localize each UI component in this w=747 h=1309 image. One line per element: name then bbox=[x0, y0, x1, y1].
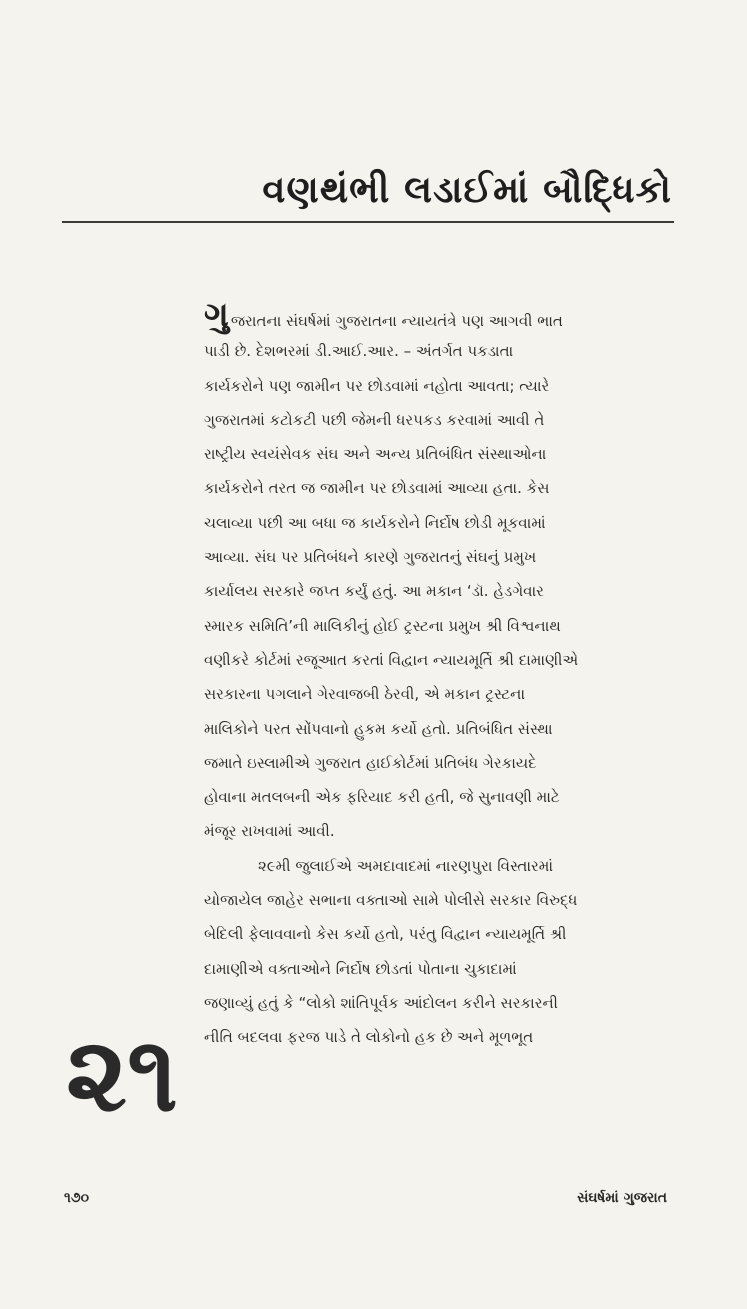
text-line: કાર્યકરોને તરત જ જામીન પર છોડવામાં આવ્યા હતા. કેસ bbox=[204, 479, 550, 498]
running-footer-title: સંઘર્ષમાં ગુજરાત bbox=[577, 1190, 667, 1206]
text-line: સરકારના પગલાને ગેરવાજબી ઠેરવી, એ મકાન ટ્રસ્ટના bbox=[204, 685, 525, 704]
chapter-title: વણથંભી લડાઈમાં બૌદ્ધિકો bbox=[262, 168, 672, 211]
text-line: કાર્યકરોને પણ જામીન પર છોડવામાં નહોતા આવતા; ત્યારે bbox=[204, 376, 550, 395]
text-line: જમાતે ઇસ્લામીએ ગુજરાત હાઈકોર્ટમાં પ્રતિબંધ ગેરકાયદે bbox=[204, 753, 537, 772]
text-line: ગુજરાતમાં કટોકટી પછી જેમની ધરપકડ કરવામાં આવી તે bbox=[204, 410, 545, 429]
text-line: પાડી છે. દેશભરમાં ડી.આઈ.આર. – અંતર્ગત પકડાતા bbox=[204, 342, 514, 361]
text-line: બેદિલી ફેલાવવાનો કેસ કર્યો હતો, પરંતુ વિદ્વાન ન્યાયમૂર્તિ શ્રી bbox=[204, 925, 567, 944]
body-text bbox=[204, 295, 670, 1055]
title-rule bbox=[62, 221, 674, 223]
text-line: યોજાયેલ જાહેર સભાના વક્તાઓ સામે પોલીસે સરકાર વિરુદ્ધ bbox=[204, 891, 578, 910]
text-line: મંજૂર રાખવામાં આવી. bbox=[204, 822, 335, 841]
text-line: નીતિ બદલવા ફરજ પાડે તે લોકોનો હક છે અને મૂળભૂત bbox=[204, 1028, 534, 1047]
text-line: ચલાવ્યા પછી આ બધા જ કાર્યકરોને નિર્દોષ છોડી મૂકવામાં bbox=[204, 513, 546, 532]
text-line: આવ્યા. સંઘ પર પ્રતિબંધને કારણે ગુજરાતનું સંઘનું પ્રમુખ bbox=[204, 548, 537, 567]
first-line bbox=[204, 295, 670, 335]
page-number: ૧૭૦ bbox=[64, 1190, 90, 1206]
text-line: હોવાના મતલબની એક ફરિયાદ કરી હતી, જે સુનાવણી માટે bbox=[204, 788, 560, 807]
text-line: માલિકોને પરત સોંપવાનો હુકમ કર્યો હતો. પ્રતિબંધિત સંસ્થા bbox=[204, 719, 553, 738]
text-line: કાર્યાલય સરકારે જપ્ત કર્યું હતું. આ મકાન ‘ડૉ. હેડગેવાર bbox=[204, 582, 544, 601]
drop-cap: ગુ bbox=[204, 295, 229, 335]
text-line: રાષ્ટ્રીય સ્વયંસેવક સંઘ અને અન્ય પ્રતિબંધિત સંસ્થાઓના bbox=[204, 445, 547, 464]
text-line: જરાતના સંઘર્ષમાં ગુજરાતના ન્યાયતંત્રે પણ આગવી ભાત bbox=[230, 312, 563, 330]
text-line: સ્મારક સમિતિ’ની માલિકીનું હોઈ ટ્રસ્ટના પ્રમુખ શ્રી વિશ્વનાથ bbox=[204, 616, 561, 635]
text-line: ૨૯મી જુલાઈએ અમદાવાદમાં નારણપુરા વિસ્તારમાં bbox=[258, 856, 554, 875]
text-line: દામાણીએ વક્તાઓને નિર્દોષ છોડતાં પોતાના ચુકાદામાં bbox=[204, 959, 517, 978]
text-line: વણીકરે કોર્ટમાં રજૂઆત કરતાં વિદ્વાન ન્યાયમૂર્તિ શ્રી દામાણીએ bbox=[204, 650, 579, 669]
chapter-number: ૨૧ bbox=[66, 1013, 179, 1135]
text-line: જણાવ્યું હતું કે “લોકો શાંતિપૂર્વક આંદોલન કરીને સરકારની bbox=[204, 993, 558, 1012]
